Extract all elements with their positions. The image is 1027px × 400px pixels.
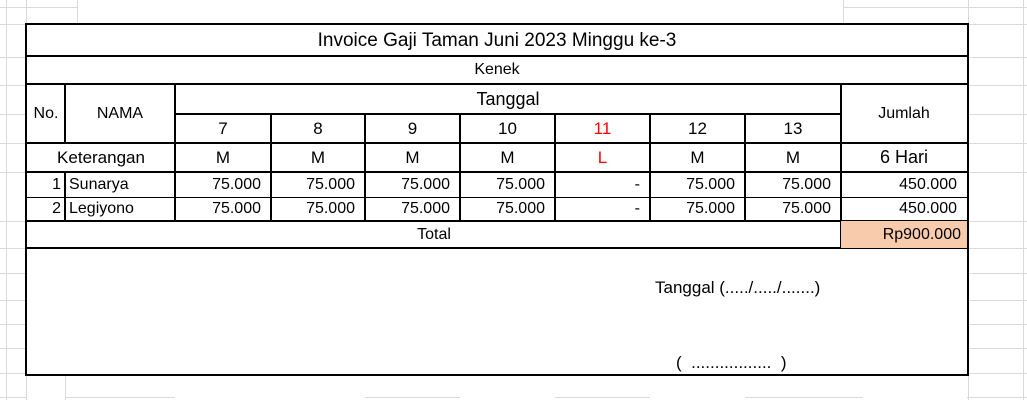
row-value[interactable]: 75.000 — [212, 175, 261, 193]
row-value[interactable]: 75.000 — [401, 175, 450, 193]
gridline — [967, 221, 1027, 222]
row-no[interactable]: 2 — [52, 200, 61, 217]
header-day-9[interactable]: 9 — [407, 118, 418, 138]
gridline — [65, 397, 175, 398]
header-nama[interactable]: NAMA — [96, 104, 144, 122]
gridline — [967, 172, 1027, 173]
gridline — [967, 248, 1027, 249]
subtitle-cell[interactable]: Kenek — [474, 61, 520, 78]
gridline — [967, 57, 1027, 58]
header-day-7[interactable]: 7 — [218, 118, 228, 138]
header-day-8[interactable]: 8 — [313, 118, 323, 138]
gridline — [0, 143, 27, 144]
row-value[interactable]: 75.000 — [306, 200, 355, 217]
title-cell[interactable]: Invoice Gaji Taman Juni 2023 Minggu ke-3 — [317, 29, 677, 51]
gridline — [0, 324, 27, 325]
gridline — [0, 248, 27, 249]
header-day-12[interactable]: 12 — [688, 118, 707, 138]
header-no[interactable]: No. — [33, 104, 59, 122]
gridline — [0, 85, 27, 86]
invoice-table — [25, 23, 969, 376]
header-day-11[interactable]: 11 — [593, 118, 612, 138]
gridline — [843, 7, 1027, 8]
gridline — [967, 143, 1027, 144]
gridline — [0, 397, 27, 398]
gridline — [0, 373, 27, 374]
total-label[interactable]: Total — [417, 225, 451, 243]
gridline — [0, 348, 27, 349]
gridline — [0, 221, 27, 222]
gridline — [967, 85, 1027, 86]
gridline — [0, 114, 27, 115]
gridline — [6, 0, 7, 400]
gridline — [967, 24, 1027, 25]
row-no[interactable]: 1 — [52, 175, 61, 193]
gridline — [0, 273, 27, 274]
gridline — [0, 7, 77, 8]
row-value[interactable]: 75.000 — [782, 175, 831, 193]
mark-day-13[interactable]: M — [785, 147, 801, 167]
row-jumlah[interactable]: 450.000 — [899, 200, 957, 217]
date-note[interactable]: Tanggal (...../...../.......) — [655, 278, 821, 297]
gridline — [0, 24, 27, 25]
row-value[interactable]: 75.000 — [306, 175, 355, 193]
row-value[interactable]: 75.000 — [496, 175, 545, 193]
gridline — [967, 373, 1027, 374]
row-value[interactable]: 75.000 — [496, 200, 545, 217]
mark-day-10[interactable]: M — [500, 147, 515, 167]
gridline — [967, 273, 1027, 274]
mark-day-9[interactable]: M — [405, 147, 420, 167]
mark-day-11[interactable]: L — [597, 147, 608, 167]
gridline — [26, 0, 27, 25]
gridline — [0, 300, 27, 301]
keterangan-label[interactable]: Keterangan — [57, 147, 145, 167]
signature-note[interactable]: ( ................. ) — [676, 353, 787, 372]
gridline — [967, 114, 1027, 115]
gridline — [0, 172, 27, 173]
keterangan-total-days[interactable]: 6 Hari — [879, 147, 928, 167]
header-day-10[interactable]: 10 — [498, 118, 517, 138]
gridline — [745, 397, 863, 398]
header-tanggal[interactable]: Tanggal — [476, 88, 540, 109]
gridline — [26, 374, 27, 400]
row-value[interactable]: 75.000 — [401, 200, 450, 217]
gridline — [365, 397, 460, 398]
row-value[interactable]: 75.000 — [782, 200, 831, 217]
row-nama[interactable]: Sunarya — [69, 175, 129, 193]
mark-day-7[interactable]: M — [215, 147, 231, 167]
row-jumlah[interactable]: 450.000 — [899, 175, 957, 193]
gridline — [967, 300, 1027, 301]
row-value[interactable]: 75.000 — [686, 200, 735, 217]
row-value[interactable]: 75.000 — [686, 175, 735, 193]
header-jumlah[interactable]: Jumlah — [878, 104, 930, 122]
row-value[interactable]: - — [634, 200, 640, 217]
row-value[interactable]: 75.000 — [212, 200, 261, 217]
gridline — [967, 324, 1027, 325]
gridline — [555, 397, 650, 398]
mark-day-8[interactable]: M — [310, 147, 326, 167]
row-value[interactable]: - — [634, 175, 640, 193]
gridline — [843, 0, 844, 25]
gridline — [1023, 0, 1024, 400]
gridline — [967, 397, 1027, 398]
gridline — [0, 57, 27, 58]
mark-day-12[interactable]: M — [690, 147, 705, 167]
total-value[interactable]: Rp900.000 — [841, 221, 967, 248]
gridline — [967, 348, 1027, 349]
row-nama[interactable]: Legiyono — [69, 200, 134, 217]
gridline — [77, 0, 78, 25]
header-day-13[interactable]: 13 — [783, 118, 803, 138]
